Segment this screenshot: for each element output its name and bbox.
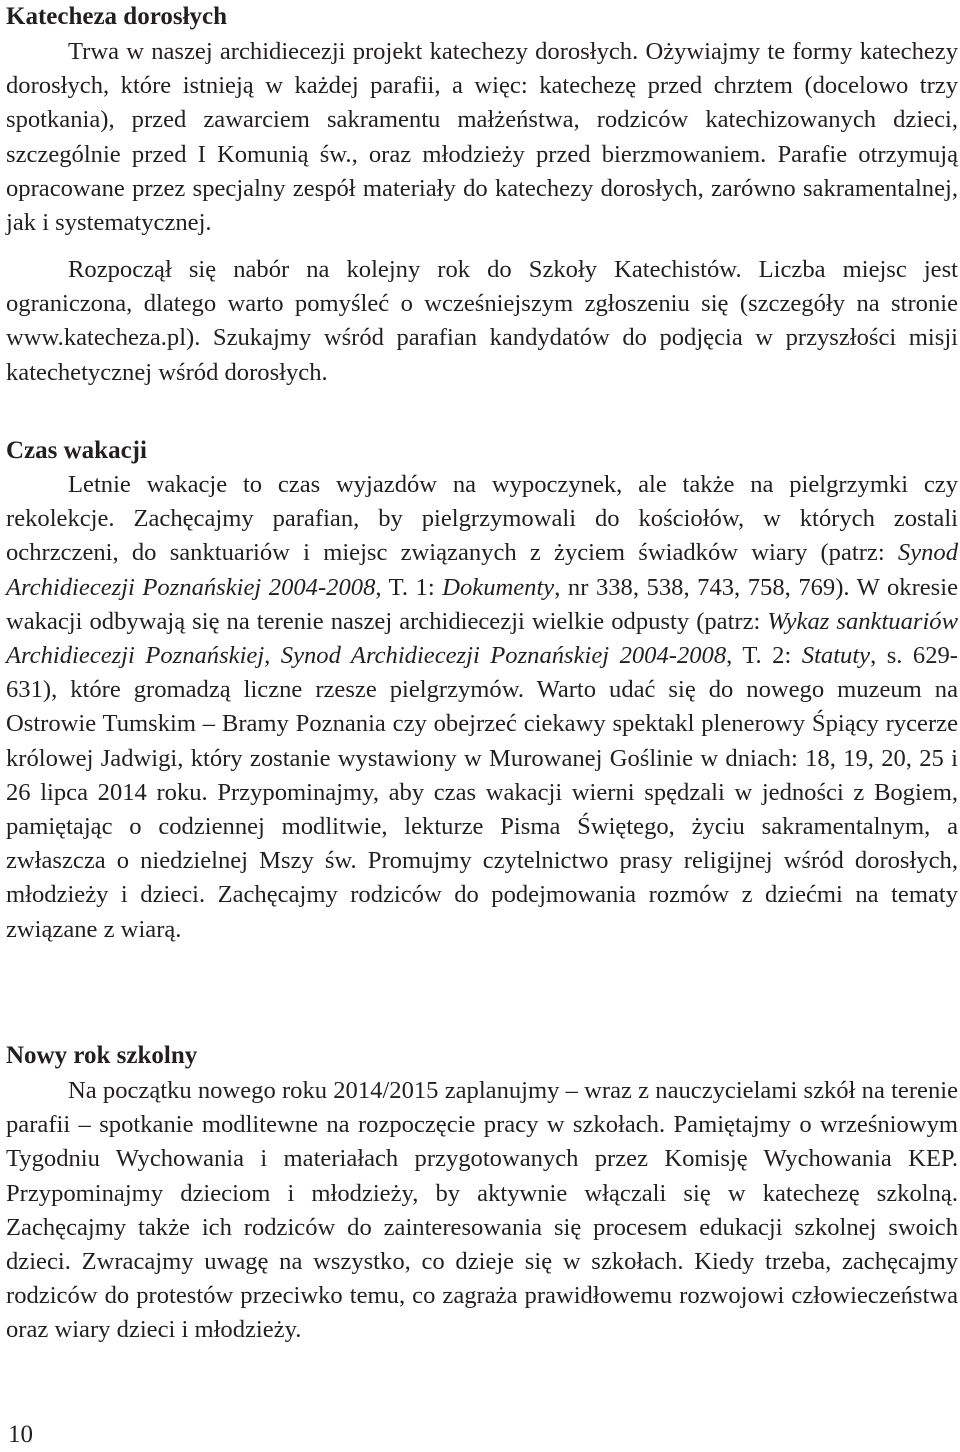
paragraph-text: Letnie wakacje to czas wyjazdów na wypoczynek, ale także na pielgrzymki czy rekolekcje. Zachęcajmy parafian, by pielgrzymowali do kościołów, w których zostali ochrzczeni, do sanktuariów i miejsc związanych z życiem świadków wiary (patrz: <box>6 471 958 567</box>
section-title-katecheza: Katecheza dorosłych <box>6 3 228 30</box>
paragraph-text: , T. 1: <box>375 573 443 601</box>
citation-title: Synod Archidiecezji Poznańskiej 2004-2008 <box>6 539 958 601</box>
paragraph-katecheza-1 <box>6 35 958 240</box>
citation-title: Dokumenty <box>442 573 555 601</box>
paragraph-rok-szkolny <box>6 1074 958 1348</box>
paragraph-text: Na początku nowego roku 2014/2015 zaplanujmy – wraz z nauczycielami szkół na terenie parafii – spotkanie modlitewne na rozpoczęcie pracy w szkołach. Pamiętajmy o wrześniowym Tygodniu Wychowania i materiałach przygotowanych przez Komisję Wychowania KEP. Przypominajmy dzieciom i młodzieży, by aktywnie włączali się w katechezę szkolną. Zachęcajmy także ich rodziców do zainteresowania się procesem edukacji szkolnej swoich dzieci. Zwracajmy uwagę na wszystko, co dzieje się w szkołach. Kiedy trzeba, zachęcajmy rodziców do protestów przeciwko temu, co zagraża prawidłowemu rozwojowi człowieczeństwa oraz wiary dzieci i młodzieży. <box>6 1077 958 1344</box>
paragraph-text: , nr 338, 538, 743, 758, 769). W okresie wakacji odbywają się na terenie naszej archidiecezji wielkie odpusty (patrz: <box>6 573 959 635</box>
section-title-wakacje: Czas wakacji <box>6 437 147 464</box>
section-title-rok-szkolny: Nowy rok szkolny <box>6 1042 198 1069</box>
paragraph-katecheza-2 <box>6 253 958 390</box>
paragraph-wakacje <box>6 468 958 947</box>
paragraph-text: , T. 2: <box>726 642 802 670</box>
citation-title: Wykaz sanktuariów Archidiecezji Poznańskiej, Synod Archidiecezji Poznańskiej 2004-2008 <box>6 607 958 670</box>
paragraph-text: Trwa w naszej archidiecezji projekt katechezy dorosłych. Ożywiajmy te formy katechezy dorosłych, które istnieją w każdej parafii, a więc: katechezę przed chrztem (docelowo trzy spotkania), przed zawarciem sakramentu małżeństwa, rodziców katechizowanych dzieci, szczególnie przed I Komunią św., oraz młodzieży przed bierzmowaniem. Parafie otrzymują opracowane przez specjalny zespół materiały do katechezy dorosłych, zarówno sakramentalnej, jak i systematycznej. <box>6 38 958 237</box>
citation-title: Statuty <box>801 642 871 670</box>
paragraph-text: Rozpoczął się nabór na kolejny rok do Szkoły Katechistów. Liczba miejsc jest ograniczona, dlatego warto pomyśleć o wcześniejszym zgłoszeniu się (szczegóły na stronie www.katecheza.pl). Szukajmy wśród parafian kandydatów do podjęcia w przyszłości misji katechetycznej wśród dorosłych. <box>6 256 958 386</box>
paragraph-text: , s. 629-631), które gromadzą liczne rzesze pielgrzymów. Warto udać się do nowego muzeum na Ostrowie Tumskim – Bramy Poznania czy obejrzeć ciekawy spektakl plenerowy Śpiący rycerze królowej Jadwigi, który zostanie wystawiony w Murowanej Goślinie w dniach: 18, 19, 20, 25 i 26 lipca 2014 roku. Przypominajmy, aby czas wakacji wierni spędzali w jedności z Bogiem, pamiętając o codziennej modlitwie, lekturze Pisma Świętego, życiu sakramentalnym, a zwłaszcza o niedzielnej Mszy św. Promujmy czytelnictwo prasy religijnej wśród dorosłych, młodzieży i dzieci. Zachęcajmy rodziców do podejmowania rozmów z dziećmi na tematy związane z wiarą. <box>6 642 959 943</box>
page-number: 10 <box>8 1421 33 1448</box>
